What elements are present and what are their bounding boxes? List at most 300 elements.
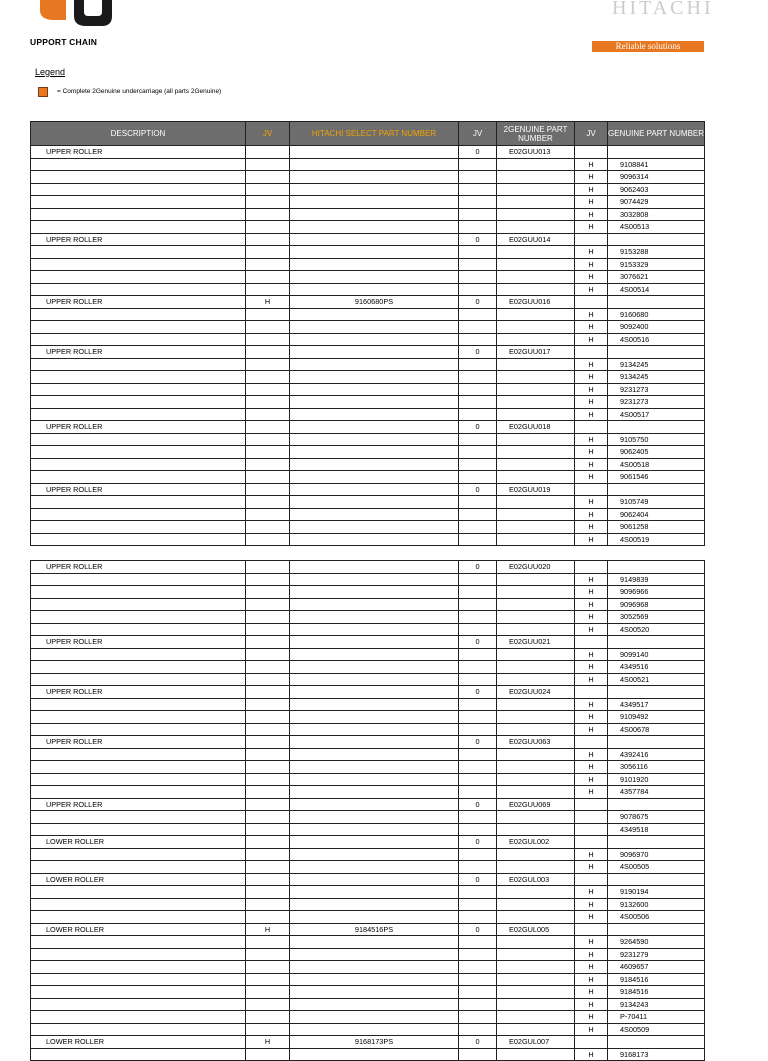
genuine-part-cell: 9160680 [608, 308, 705, 321]
table-row [31, 321, 705, 334]
genuine-part-cell: 3032808 [608, 208, 705, 221]
hitachi-select-cell [290, 773, 459, 786]
hitachi-select-cell [290, 973, 459, 986]
jv-cell: H [575, 886, 608, 899]
description-cell [31, 973, 246, 986]
jv-cell [459, 973, 497, 986]
description-cell [31, 598, 246, 611]
jv-cell: 0 [459, 421, 497, 434]
hitachi-select-cell [290, 636, 459, 649]
hitachi-select-cell [290, 308, 459, 321]
jv-cell: H [575, 471, 608, 484]
hitachi-select-cell [290, 521, 459, 534]
description-cell [31, 698, 246, 711]
col-jv-header: JV [575, 122, 608, 146]
jv-cell [459, 886, 497, 899]
genuine-part-cell: 9231273 [608, 396, 705, 409]
genuine-part-cell: 9061546 [608, 471, 705, 484]
jv-cell [246, 948, 290, 961]
jv-cell [246, 446, 290, 459]
2genuine-part-cell [497, 383, 575, 396]
description-cell [31, 283, 246, 296]
jv-cell [459, 611, 497, 624]
jv-cell [575, 421, 608, 434]
jv-cell: 0 [459, 1036, 497, 1049]
jv-cell: H [575, 333, 608, 346]
description-cell [31, 998, 246, 1011]
jv-cell [459, 196, 497, 209]
2genuine-part-cell [497, 183, 575, 196]
table-row [31, 158, 705, 171]
description-cell [31, 496, 246, 509]
2genuine-part-cell: E02GUL005 [497, 923, 575, 936]
description-cell: UPPER ROLLER [31, 686, 246, 699]
genuine-part-cell: 9078675 [608, 811, 705, 824]
hitachi-select-cell [290, 873, 459, 886]
jv-cell: H [575, 458, 608, 471]
jv-cell: H [575, 271, 608, 284]
genuine-part-cell [608, 233, 705, 246]
genuine-part-cell: 3056116 [608, 761, 705, 774]
genuine-part-cell: 9153288 [608, 246, 705, 259]
2genuine-part-cell [497, 1023, 575, 1036]
jv-cell [459, 898, 497, 911]
genuine-part-cell: 4S00509 [608, 1023, 705, 1036]
genuine-part-cell [608, 736, 705, 749]
2genuine-part-cell [497, 973, 575, 986]
description-cell [31, 508, 246, 521]
jv-cell: H [575, 698, 608, 711]
2genuine-part-cell [497, 358, 575, 371]
genuine-part-cell: 4S00516 [608, 333, 705, 346]
description-cell [31, 1048, 246, 1061]
jv-cell [246, 421, 290, 434]
jv-cell: H [246, 296, 290, 309]
jv-cell [246, 171, 290, 184]
table-row [31, 296, 705, 309]
jv-cell [459, 458, 497, 471]
jv-cell [246, 573, 290, 586]
jv-cell [246, 196, 290, 209]
jv-cell: H [575, 433, 608, 446]
genuine-part-cell: 4357784 [608, 786, 705, 799]
table-row [31, 961, 705, 974]
genuine-part-cell [608, 836, 705, 849]
description-cell [31, 446, 246, 459]
hitachi-select-cell [290, 221, 459, 234]
table-row [31, 911, 705, 924]
jv-cell: H [575, 508, 608, 521]
table-row [31, 586, 705, 599]
jv-cell: 0 [459, 561, 497, 574]
hitachi-select-cell [290, 886, 459, 899]
hitachi-select-cell [290, 283, 459, 296]
2genuine-part-cell [497, 508, 575, 521]
col-jv-header: JV [246, 122, 290, 146]
table-row [31, 533, 705, 546]
2genuine-part-cell [497, 611, 575, 624]
description-cell [31, 196, 246, 209]
2genuine-part-cell [497, 823, 575, 836]
genuine-part-cell: 9099140 [608, 648, 705, 661]
2genuine-part-cell [497, 948, 575, 961]
jv-cell [246, 748, 290, 761]
description-cell [31, 986, 246, 999]
jv-cell [246, 471, 290, 484]
jv-cell [246, 911, 290, 924]
genuine-part-cell: 3052569 [608, 611, 705, 624]
table-row [31, 898, 705, 911]
jv-cell [459, 986, 497, 999]
jv-cell [246, 346, 290, 359]
parts-table-body-page-1 [31, 146, 705, 546]
table-row [31, 433, 705, 446]
2genuine-part-cell [497, 158, 575, 171]
jv-cell [246, 1023, 290, 1036]
2genuine-part-cell [497, 471, 575, 484]
legend-text: = Complete 2Genuine undercarriage (all parts 2Genuine) [57, 88, 222, 95]
genuine-part-cell: 9096970 [608, 848, 705, 861]
jv-cell: 0 [459, 736, 497, 749]
jv-cell: H [575, 786, 608, 799]
jv-cell: H [575, 948, 608, 961]
2genuine-part-cell [497, 773, 575, 786]
hitachi-select-cell [290, 146, 459, 159]
jv-cell [459, 698, 497, 711]
jv-cell [459, 383, 497, 396]
jv-cell [246, 586, 290, 599]
jv-cell [246, 508, 290, 521]
jv-cell [575, 736, 608, 749]
table-row [31, 521, 705, 534]
description-cell [31, 1011, 246, 1024]
table-row [31, 886, 705, 899]
hitachi-select-cell [290, 358, 459, 371]
jv-cell [575, 823, 608, 836]
genuine-part-cell: 9134245 [608, 371, 705, 384]
jv-cell [459, 773, 497, 786]
table-row [31, 483, 705, 496]
hitachi-select-cell [290, 698, 459, 711]
jv-cell: 0 [459, 798, 497, 811]
jv-cell: 0 [459, 233, 497, 246]
2genuine-part-cell: E02GUL002 [497, 836, 575, 849]
2genuine-part-cell [497, 748, 575, 761]
jv-cell: H [575, 196, 608, 209]
jv-cell [575, 923, 608, 936]
2genuine-part-cell [497, 573, 575, 586]
jv-cell [459, 171, 497, 184]
jv-cell [459, 371, 497, 384]
jv-cell [246, 396, 290, 409]
jv-cell: H [575, 573, 608, 586]
genuine-part-cell: 9096966 [608, 586, 705, 599]
description-cell: UPPER ROLLER [31, 233, 246, 246]
table-row [31, 1011, 705, 1024]
2genuine-part-cell [497, 1048, 575, 1061]
col-hitachi-select-header: HITACHI SELECT PART NUMBER [290, 122, 459, 146]
hitachi-select-cell [290, 1011, 459, 1024]
jv-cell: H [575, 586, 608, 599]
2genuine-part-cell [497, 761, 575, 774]
description-cell [31, 371, 246, 384]
jv-cell [246, 698, 290, 711]
genuine-part-cell [608, 636, 705, 649]
legend-title: Legend [35, 67, 66, 77]
jv-cell [246, 371, 290, 384]
2genuine-part-cell [497, 458, 575, 471]
2genuine-part-cell [497, 246, 575, 259]
jv-cell [246, 1011, 290, 1024]
genuine-part-cell: 4S00517 [608, 408, 705, 421]
hitachi-select-cell [290, 648, 459, 661]
jv-cell [575, 811, 608, 824]
description-cell [31, 308, 246, 321]
genuine-part-cell: 9062403 [608, 183, 705, 196]
table-row [31, 973, 705, 986]
hitachi-select-cell [290, 171, 459, 184]
table-row [31, 848, 705, 861]
2genuine-part-cell [497, 586, 575, 599]
jv-cell [459, 521, 497, 534]
table-row [31, 786, 705, 799]
jv-cell: H [575, 986, 608, 999]
description-cell [31, 936, 246, 949]
table-row [31, 673, 705, 686]
jv-cell [246, 458, 290, 471]
hitachi-select-cell [290, 736, 459, 749]
hitachi-select-cell [290, 686, 459, 699]
hitachi-select-cell [290, 421, 459, 434]
jv-cell: H [575, 383, 608, 396]
2genuine-part-cell: E02GUU024 [497, 686, 575, 699]
table-row [31, 561, 705, 574]
description-cell [31, 611, 246, 624]
jv-cell: H [575, 611, 608, 624]
jv-cell: H [575, 761, 608, 774]
jv-cell [459, 433, 497, 446]
hitachi-select-cell [290, 396, 459, 409]
hitachi-select-cell: 9168173PS [290, 1036, 459, 1049]
2genuine-part-cell: E02GUU013 [497, 146, 575, 159]
hitachi-select-cell [290, 911, 459, 924]
jv-cell: H [575, 598, 608, 611]
description-cell [31, 648, 246, 661]
2genuine-part-cell: E02GUU018 [497, 421, 575, 434]
genuine-part-cell: 4S00506 [608, 911, 705, 924]
jv-cell [246, 736, 290, 749]
hitachi-select-cell [290, 433, 459, 446]
2genuine-part-cell [497, 171, 575, 184]
2genuine-part-cell [497, 723, 575, 736]
jv-cell [459, 948, 497, 961]
hitachi-select-cell [290, 321, 459, 334]
table-row [31, 458, 705, 471]
description-cell [31, 748, 246, 761]
2genuine-part-cell [497, 898, 575, 911]
jv-cell [246, 986, 290, 999]
jv-cell [459, 396, 497, 409]
jv-cell [246, 886, 290, 899]
hitachi-select-cell [290, 611, 459, 624]
jv-cell [459, 246, 497, 259]
genuine-part-cell: 9168173 [608, 1048, 705, 1061]
2genuine-part-cell [497, 886, 575, 899]
table-row [31, 648, 705, 661]
jv-cell [246, 786, 290, 799]
description-cell [31, 586, 246, 599]
brand-name: HITACHI [612, 0, 714, 19]
hitachi-select-cell [290, 936, 459, 949]
2genuine-part-cell [497, 961, 575, 974]
jv-cell [459, 308, 497, 321]
jv-cell [246, 321, 290, 334]
jv-cell [459, 221, 497, 234]
jv-cell [246, 898, 290, 911]
jv-cell [246, 686, 290, 699]
jv-cell [575, 686, 608, 699]
hitachi-select-cell [290, 258, 459, 271]
description-cell [31, 471, 246, 484]
jv-cell: H [575, 408, 608, 421]
hitachi-select-cell [290, 383, 459, 396]
jv-cell [459, 333, 497, 346]
genuine-part-cell: 9264590 [608, 936, 705, 949]
genuine-part-cell: 9149839 [608, 573, 705, 586]
genuine-part-cell [608, 561, 705, 574]
jv-cell: H [575, 961, 608, 974]
table-row [31, 408, 705, 421]
jv-cell: H [575, 723, 608, 736]
2genuine-part-cell [497, 661, 575, 674]
genuine-part-cell: 9134245 [608, 358, 705, 371]
table-row [31, 421, 705, 434]
jv-cell [575, 233, 608, 246]
hitachi-select-cell [290, 673, 459, 686]
description-cell [31, 723, 246, 736]
table-row [31, 358, 705, 371]
2genuine-part-cell: E02GUU069 [497, 798, 575, 811]
table-row [31, 773, 705, 786]
jv-cell [459, 258, 497, 271]
hitachi-select-cell [290, 483, 459, 496]
description-cell: LOWER ROLLER [31, 836, 246, 849]
jv-cell: H [246, 923, 290, 936]
description-cell [31, 183, 246, 196]
jv-cell [459, 271, 497, 284]
description-cell [31, 711, 246, 724]
jv-cell [246, 146, 290, 159]
table-row [31, 508, 705, 521]
genuine-part-cell: 9096968 [608, 598, 705, 611]
genuine-part-cell: 9101920 [608, 773, 705, 786]
description-cell: UPPER ROLLER [31, 798, 246, 811]
description-cell [31, 823, 246, 836]
description-cell: UPPER ROLLER [31, 346, 246, 359]
jv-cell: H [575, 246, 608, 259]
2genuine-part-cell [497, 271, 575, 284]
table-row [31, 496, 705, 509]
hitachi-select-cell [290, 598, 459, 611]
jv-cell [459, 321, 497, 334]
hitachi-select-cell [290, 233, 459, 246]
jv-cell: H [575, 321, 608, 334]
genuine-part-cell: 9061258 [608, 521, 705, 534]
2genuine-part-cell: E02GUU020 [497, 561, 575, 574]
hitachi-select-cell [290, 333, 459, 346]
2genuine-part-cell [497, 698, 575, 711]
hitachi-select-cell [290, 786, 459, 799]
genuine-part-cell: 9105749 [608, 496, 705, 509]
genuine-part-cell: 9074429 [608, 196, 705, 209]
jv-cell: H [575, 1023, 608, 1036]
jv-cell [246, 408, 290, 421]
genuine-part-cell: 4349516 [608, 661, 705, 674]
table-row [31, 698, 705, 711]
description-cell [31, 573, 246, 586]
hitachi-select-cell [290, 998, 459, 1011]
jv-cell [575, 296, 608, 309]
2genuine-part-cell: E02GUU021 [497, 636, 575, 649]
table-row [31, 948, 705, 961]
table-row [31, 798, 705, 811]
jv-cell: 0 [459, 836, 497, 849]
description-cell [31, 358, 246, 371]
genuine-part-cell: 4S00505 [608, 861, 705, 874]
genuine-part-cell [608, 686, 705, 699]
jv-cell [459, 786, 497, 799]
jv-cell: H [575, 661, 608, 674]
2genuine-part-cell [497, 221, 575, 234]
table-row [31, 636, 705, 649]
hitachi-select-cell [290, 761, 459, 774]
parts-table-page-2 [30, 560, 705, 1061]
col-description-header: DESCRIPTION [31, 122, 246, 146]
2genuine-part-cell [497, 533, 575, 546]
hitachi-select-cell [290, 823, 459, 836]
jv-cell [246, 208, 290, 221]
jv-cell: H [575, 911, 608, 924]
jv-cell [246, 673, 290, 686]
jv-cell: H [575, 496, 608, 509]
genuine-part-cell: 9132600 [608, 898, 705, 911]
hitachi-select-cell [290, 586, 459, 599]
jv-cell [246, 823, 290, 836]
2genuine-part-cell [497, 673, 575, 686]
table-row [31, 208, 705, 221]
hitachi-select-cell [290, 961, 459, 974]
description-cell [31, 898, 246, 911]
genuine-part-cell: 9092400 [608, 321, 705, 334]
2genuine-part-cell: E02GUU063 [497, 736, 575, 749]
jv-cell: H [575, 898, 608, 911]
description-cell [31, 911, 246, 924]
table-row [31, 611, 705, 624]
jv-cell [459, 158, 497, 171]
jv-cell: H [575, 258, 608, 271]
jv-cell: H [575, 711, 608, 724]
hitachi-select-cell [290, 898, 459, 911]
description-cell: UPPER ROLLER [31, 483, 246, 496]
genuine-part-cell: 4349518 [608, 823, 705, 836]
jv-cell [459, 598, 497, 611]
jv-cell [246, 998, 290, 1011]
2genuine-part-cell [497, 786, 575, 799]
2genuine-part-cell [497, 521, 575, 534]
jv-cell [246, 761, 290, 774]
col-jv-header: JV [459, 122, 497, 146]
genuine-part-cell [608, 296, 705, 309]
